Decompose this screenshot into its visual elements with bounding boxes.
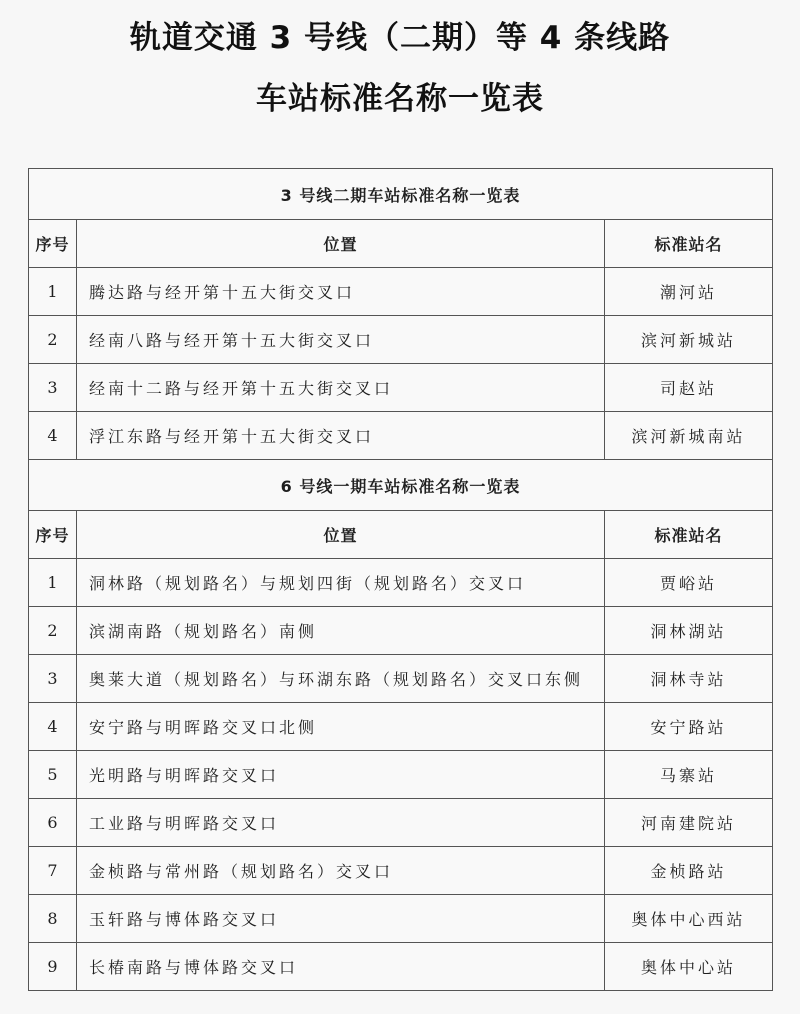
seq-cell: 4 — [29, 412, 77, 460]
station-name-cell: 河南建院站 — [605, 799, 773, 847]
section-title-row — [29, 169, 773, 220]
seq-cell: 1 — [29, 559, 77, 607]
table-row — [29, 559, 773, 607]
document-title-line-2: 车站标准名称一览表 — [256, 81, 544, 117]
station-name-cell: 奥体中心西站 — [605, 895, 773, 943]
seq-cell: 2 — [29, 316, 77, 364]
location-cell: 安宁路与明晖路交叉口北侧 — [77, 703, 605, 751]
station-name-cell: 洞林湖站 — [605, 607, 773, 655]
seq-cell: 2 — [29, 607, 77, 655]
table-row — [29, 847, 773, 895]
document-title-line-1: 轨道交通 3 号线（二期）等 4 条线路 — [129, 20, 671, 56]
location-cell: 工业路与明晖路交叉口 — [77, 799, 605, 847]
station-name-cell: 贾峪站 — [605, 559, 773, 607]
table-row — [29, 703, 773, 751]
seq-cell: 8 — [29, 895, 77, 943]
seq-cell: 9 — [29, 943, 77, 991]
station-name-cell: 马寨站 — [605, 751, 773, 799]
station-name-cell: 金桢路站 — [605, 847, 773, 895]
seq-cell: 4 — [29, 703, 77, 751]
table-row — [29, 268, 773, 316]
seq-cell: 6 — [29, 799, 77, 847]
location-cell: 玉轩路与博体路交叉口 — [77, 895, 605, 943]
seq-cell: 3 — [29, 655, 77, 703]
header-seq: 序号 — [29, 220, 77, 268]
station-name-cell: 滨河新城南站 — [605, 412, 773, 460]
station-name-cell: 司赵站 — [605, 364, 773, 412]
table-row — [29, 895, 773, 943]
header-location: 位置 — [77, 511, 605, 559]
station-name-cell: 奥体中心站 — [605, 943, 773, 991]
seq-cell: 7 — [29, 847, 77, 895]
column-header-row — [29, 511, 773, 559]
table-row — [29, 607, 773, 655]
section-title: 3 号线二期车站标准名称一览表 — [29, 169, 773, 220]
table-row — [29, 655, 773, 703]
location-cell: 奥莱大道（规划路名）与环湖东路（规划路名）交叉口东侧 — [77, 655, 605, 703]
seq-cell: 1 — [29, 268, 77, 316]
location-cell: 金桢路与常州路（规划路名）交叉口 — [77, 847, 605, 895]
table-row — [29, 751, 773, 799]
location-cell: 滨湖南路（规划路名）南侧 — [77, 607, 605, 655]
column-header-row — [29, 220, 773, 268]
seq-cell: 3 — [29, 364, 77, 412]
station-name-cell: 洞林寺站 — [605, 655, 773, 703]
seq-cell: 5 — [29, 751, 77, 799]
station-names-table — [28, 168, 773, 991]
location-cell: 长椿南路与博体路交叉口 — [77, 943, 605, 991]
header-name: 标准站名 — [605, 220, 773, 268]
location-cell: 浮江东路与经开第十五大街交叉口 — [77, 412, 605, 460]
section-title: 6 号线一期车站标准名称一览表 — [29, 460, 773, 511]
location-cell: 经南十二路与经开第十五大街交叉口 — [77, 364, 605, 412]
station-name-cell: 潮河站 — [605, 268, 773, 316]
station-names-table-body — [29, 169, 773, 991]
section-title-row — [29, 460, 773, 511]
header-location: 位置 — [77, 220, 605, 268]
table-row — [29, 412, 773, 460]
location-cell: 腾达路与经开第十五大街交叉口 — [77, 268, 605, 316]
location-cell: 经南八路与经开第十五大街交叉口 — [77, 316, 605, 364]
table-row — [29, 316, 773, 364]
location-cell: 洞林路（规划路名）与规划四街（规划路名）交叉口 — [77, 559, 605, 607]
header-name: 标准站名 — [605, 511, 773, 559]
station-name-cell: 滨河新城站 — [605, 316, 773, 364]
station-name-cell: 安宁路站 — [605, 703, 773, 751]
table-row — [29, 943, 773, 991]
location-cell: 光明路与明晖路交叉口 — [77, 751, 605, 799]
header-seq: 序号 — [29, 511, 77, 559]
table-row — [29, 799, 773, 847]
table-row — [29, 364, 773, 412]
